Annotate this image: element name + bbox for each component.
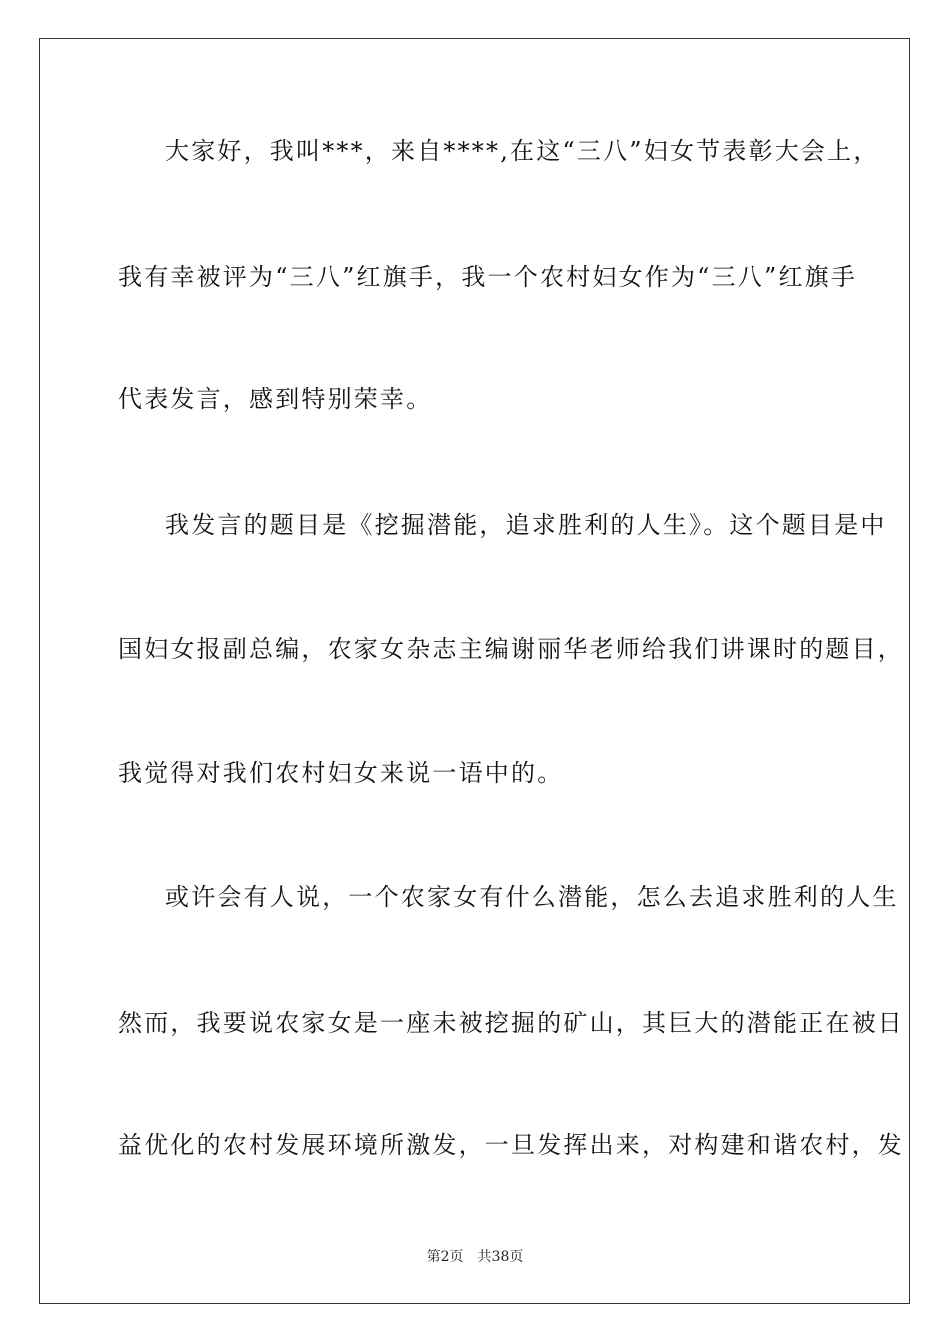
paragraph-line-4: 我发言的题目是《挖掘潜能，追求胜利的人生》。这个题目是中	[165, 511, 887, 539]
paragraph-line-7: 或许会有人说，一个农家女有什么潜能，怎么去追求胜利的人生	[165, 883, 899, 911]
page-number: 第2页	[426, 1249, 464, 1265]
paragraph-line-3: 代表发言，感到特别荣幸。	[118, 385, 433, 413]
page-total: 共38页	[477, 1249, 524, 1265]
page-border	[39, 38, 910, 1304]
paragraph-line-9: 益优化的农村发展环境所激发，一旦发挥出来，对构建和谐农村，发	[118, 1131, 904, 1159]
paragraph-line-2: 我有幸被评为“三八”红旗手，我一个农村妇女作为“三八”红旗手	[118, 263, 858, 291]
paragraph-line-1: 大家好，我叫***，来自****,在这“三八”妇女节表彰大会上，	[165, 137, 880, 165]
paragraph-line-5: 国妇女报副总编，农家女杂志主编谢丽华老师给我们讲课时的题目，	[118, 635, 904, 663]
paragraph-line-8: 然而，我要说农家女是一座未被挖掘的矿山，其巨大的潜能正在被日	[118, 1009, 904, 1037]
paragraph-line-6: 我觉得对我们农村妇女来说一语中的。	[118, 759, 564, 787]
page-footer	[0, 1248, 950, 1266]
